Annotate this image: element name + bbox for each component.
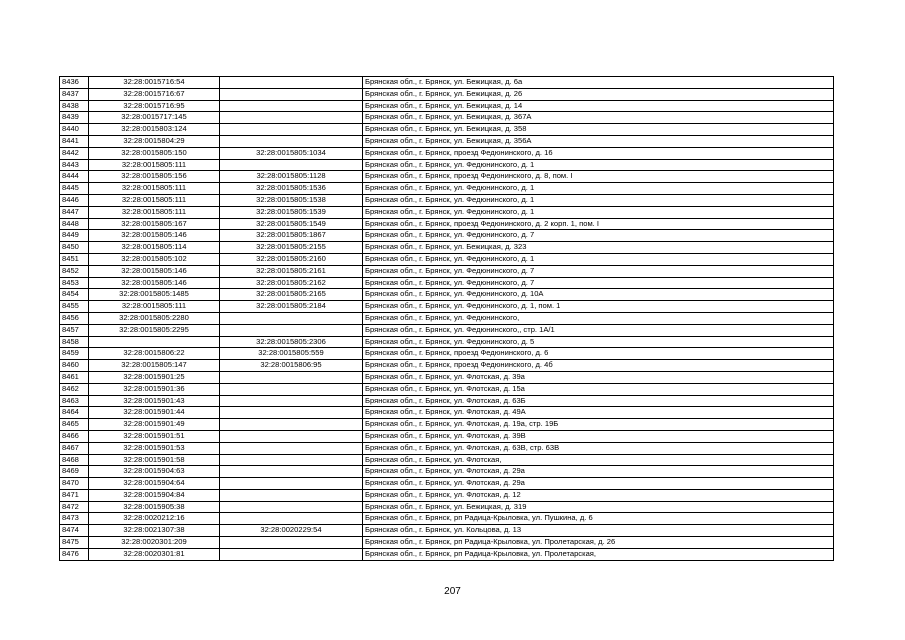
row-number-cell: 8458 (60, 336, 89, 348)
address-cell: Брянская обл., г. Брянск, ул. Федюнинского, д. 1, пом. 1 (363, 301, 834, 313)
related-cadastral-number-cell: 32:28:0015805:2162 (220, 277, 363, 289)
cadastral-number-cell: 32:28:0015716:95 (89, 100, 220, 112)
cadastral-number-cell: 32:28:0015904:84 (89, 489, 220, 501)
table-row (60, 501, 834, 513)
row-number-cell: 8451 (60, 253, 89, 265)
row-number-cell: 8476 (60, 548, 89, 560)
table-row (60, 348, 834, 360)
related-cadastral-number-cell: 32:28:0020229:54 (220, 525, 363, 537)
row-number-cell: 8436 (60, 77, 89, 89)
row-number-cell: 8463 (60, 395, 89, 407)
cadastral-number-cell: 32:28:0020301:81 (89, 548, 220, 560)
related-cadastral-number-cell (220, 501, 363, 513)
address-cell: Брянская обл., г. Брянск, ул. Федюнинского, д. 7 (363, 277, 834, 289)
cadastral-number-cell: 32:28:0015805:167 (89, 218, 220, 230)
address-cell: Брянская обл., г. Брянск, ул. Флотская, д. 39а (363, 371, 834, 383)
row-number-cell: 8468 (60, 454, 89, 466)
row-number-cell: 8455 (60, 301, 89, 313)
address-cell: Брянская обл., г. Брянск, ул. Бежицкая, д. 6а (363, 77, 834, 89)
row-number-cell: 8464 (60, 407, 89, 419)
table-row (60, 525, 834, 537)
row-number-cell: 8446 (60, 194, 89, 206)
related-cadastral-number-cell (220, 442, 363, 454)
cadastral-number-cell: 32:28:0015901:58 (89, 454, 220, 466)
address-cell: Брянская обл., г. Брянск, ул. Федюнинского, д. 7 (363, 265, 834, 277)
address-cell: Брянская обл., г. Брянск, ул. Федюнинского, д. 1 (363, 206, 834, 218)
row-number-cell: 8456 (60, 312, 89, 324)
cadastral-number-cell: 32:28:0015805:2280 (89, 312, 220, 324)
cadastral-number-cell: 32:28:0015805:111 (89, 159, 220, 171)
address-cell: Брянская обл., г. Брянск, ул. Кольцова, д. 13 (363, 525, 834, 537)
related-cadastral-number-cell: 32:28:0015805:2161 (220, 265, 363, 277)
cadastral-number-cell: 32:28:0015805:156 (89, 171, 220, 183)
table-row (60, 171, 834, 183)
table-row (60, 407, 834, 419)
cadastral-number-cell: 32:28:0015901:25 (89, 371, 220, 383)
row-number-cell: 8445 (60, 183, 89, 195)
cadastral-number-cell: 32:28:0015805:146 (89, 277, 220, 289)
address-cell: Брянская обл., г. Брянск, ул. Федюнинского, д. 1 (363, 253, 834, 265)
row-number-cell: 8453 (60, 277, 89, 289)
table-row (60, 218, 834, 230)
related-cadastral-number-cell (220, 124, 363, 136)
address-cell: Брянская обл., г. Брянск, проезд Федюнинского, д. 8, пом. I (363, 171, 834, 183)
table-row (60, 383, 834, 395)
related-cadastral-number-cell (220, 88, 363, 100)
related-cadastral-number-cell (220, 454, 363, 466)
related-cadastral-number-cell (220, 395, 363, 407)
cadastral-number-cell: 32:28:0015901:36 (89, 383, 220, 395)
table-row (60, 100, 834, 112)
cadastral-number-cell: 32:28:0015803:124 (89, 124, 220, 136)
table-row (60, 77, 834, 89)
related-cadastral-number-cell: 32:28:0015805:1128 (220, 171, 363, 183)
table-row (60, 253, 834, 265)
address-cell: Брянская обл., г. Брянск, проезд Федюнинского, д. 2 корп. 1, пом. I (363, 218, 834, 230)
related-cadastral-number-cell (220, 419, 363, 431)
address-cell: Брянская обл., г. Брянск, ул. Федюнинского, (363, 312, 834, 324)
related-cadastral-number-cell (220, 466, 363, 478)
row-number-cell: 8474 (60, 525, 89, 537)
address-cell: Брянская обл., г. Брянск, ул. Флотская, д. 63В, стр. 63В (363, 442, 834, 454)
table-row (60, 88, 834, 100)
cadastral-number-cell (89, 336, 220, 348)
table-row (60, 242, 834, 254)
related-cadastral-number-cell (220, 430, 363, 442)
address-cell: Брянская обл., г. Брянск, ул. Бежицкая, д. 319 (363, 501, 834, 513)
related-cadastral-number-cell (220, 489, 363, 501)
table-row (60, 395, 834, 407)
address-cell: Брянская обл., г. Брянск, ул. Федюнинского, д. 10А (363, 289, 834, 301)
related-cadastral-number-cell (220, 100, 363, 112)
cadastral-number-cell: 32:28:0015717:145 (89, 112, 220, 124)
table-row (60, 147, 834, 159)
related-cadastral-number-cell: 32:28:0015805:2306 (220, 336, 363, 348)
row-number-cell: 8461 (60, 371, 89, 383)
row-number-cell: 8469 (60, 466, 89, 478)
address-cell: Брянская обл., г. Брянск, рп Радица-Крыловка, ул. Пушкина, д. 6 (363, 513, 834, 525)
address-cell: Брянская обл., г. Брянск, проезд Федюнинского, д. 6 (363, 348, 834, 360)
address-cell: Брянская обл., г. Брянск, проезд Федюнинского, д. 16 (363, 147, 834, 159)
table-row (60, 537, 834, 549)
row-number-cell: 8457 (60, 324, 89, 336)
address-cell: Брянская обл., г. Брянск, ул. Бежицкая, д. 356А (363, 135, 834, 147)
related-cadastral-number-cell: 32:28:0015806:95 (220, 360, 363, 372)
row-number-cell: 8467 (60, 442, 89, 454)
address-cell: Брянская обл., г. Брянск, ул. Флотская, д. 39В (363, 430, 834, 442)
cadastral-number-cell: 32:28:0020301:209 (89, 537, 220, 549)
row-number-cell: 8470 (60, 478, 89, 490)
row-number-cell: 8462 (60, 383, 89, 395)
table-row (60, 277, 834, 289)
cadastral-number-cell: 32:28:0015805:114 (89, 242, 220, 254)
table-row (60, 324, 834, 336)
row-number-cell: 8439 (60, 112, 89, 124)
address-cell: Брянская обл., г. Брянск, ул. Флотская, д. 29а (363, 466, 834, 478)
cadastral-number-cell: 32:28:0015901:49 (89, 419, 220, 431)
address-cell: Брянская обл., г. Брянск, ул. Бежицкая, д. 367А (363, 112, 834, 124)
related-cadastral-number-cell: 32:28:0015805:2155 (220, 242, 363, 254)
cadastral-number-cell: 32:28:0015805:111 (89, 194, 220, 206)
table-row (60, 301, 834, 313)
table-row (60, 194, 834, 206)
address-cell: Брянская обл., г. Брянск, ул. Флотская, д. 29а (363, 478, 834, 490)
table-row (60, 112, 834, 124)
cadastral-number-cell: 32:28:0015805:146 (89, 230, 220, 242)
related-cadastral-number-cell: 32:28:0015805:2165 (220, 289, 363, 301)
address-cell: Брянская обл., г. Брянск, ул. Федюнинского, д. 1 (363, 194, 834, 206)
related-cadastral-number-cell: 32:28:0015805:2184 (220, 301, 363, 313)
table-row (60, 371, 834, 383)
page-number: 207 (444, 586, 461, 597)
table-row (60, 478, 834, 490)
address-cell: Брянская обл., г. Брянск, рп Радица-Крыловка, ул. Пролетарская, (363, 548, 834, 560)
cadastral-number-cell: 32:28:0015805:111 (89, 183, 220, 195)
cadastral-number-cell: 32:28:0015805:146 (89, 265, 220, 277)
table-row (60, 454, 834, 466)
row-number-cell: 8448 (60, 218, 89, 230)
cadastral-number-cell: 32:28:0015905:38 (89, 501, 220, 513)
table-row (60, 466, 834, 478)
related-cadastral-number-cell (220, 537, 363, 549)
row-number-cell: 8444 (60, 171, 89, 183)
cadastral-number-cell: 32:28:0021307:38 (89, 525, 220, 537)
related-cadastral-number-cell (220, 478, 363, 490)
address-cell: Брянская обл., г. Брянск, ул. Бежицкая, д. 14 (363, 100, 834, 112)
table-row (60, 265, 834, 277)
cadastral-number-cell: 32:28:0015805:111 (89, 206, 220, 218)
address-cell: Брянская обл., г. Брянск, ул. Федюнинского,, стр. 1А/1 (363, 324, 834, 336)
related-cadastral-number-cell (220, 312, 363, 324)
cadastral-number-cell: 32:28:0015805:150 (89, 147, 220, 159)
table-row (60, 159, 834, 171)
row-number-cell: 8441 (60, 135, 89, 147)
cadastral-number-cell: 32:28:0015901:53 (89, 442, 220, 454)
related-cadastral-number-cell: 32:28:0015805:1867 (220, 230, 363, 242)
address-cell: Брянская обл., г. Брянск, ул. Бежицкая, д. 26 (363, 88, 834, 100)
cadastral-number-cell: 32:28:0015716:54 (89, 77, 220, 89)
cadastral-number-cell: 32:28:0015805:102 (89, 253, 220, 265)
table-row (60, 230, 834, 242)
address-cell: Брянская обл., г. Брянск, проезд Федюнинского, д. 4б (363, 360, 834, 372)
related-cadastral-number-cell (220, 371, 363, 383)
cadastral-number-cell: 32:28:0015804:29 (89, 135, 220, 147)
table-row (60, 442, 834, 454)
related-cadastral-number-cell (220, 548, 363, 560)
table-row (60, 489, 834, 501)
cadastral-number-cell: 32:28:0015901:51 (89, 430, 220, 442)
related-cadastral-number-cell (220, 159, 363, 171)
row-number-cell: 8459 (60, 348, 89, 360)
cadastral-number-cell: 32:28:0020212:16 (89, 513, 220, 525)
related-cadastral-number-cell (220, 383, 363, 395)
row-number-cell: 8438 (60, 100, 89, 112)
table-row (60, 360, 834, 372)
table-row (60, 183, 834, 195)
registry-table (59, 76, 834, 561)
cadastral-number-cell: 32:28:0015805:2295 (89, 324, 220, 336)
cadastral-number-cell: 32:28:0015806:22 (89, 348, 220, 360)
row-number-cell: 8460 (60, 360, 89, 372)
table-row (60, 135, 834, 147)
table-row (60, 206, 834, 218)
table-row (60, 419, 834, 431)
address-cell: Брянская обл., г. Брянск, ул. Флотская, д. 63Б (363, 395, 834, 407)
table-row (60, 336, 834, 348)
table-row (60, 312, 834, 324)
row-number-cell: 8466 (60, 430, 89, 442)
row-number-cell: 8452 (60, 265, 89, 277)
table-row (60, 513, 834, 525)
address-cell: Брянская обл., г. Брянск, рп Радица-Крыловка, ул. Пролетарская, д. 26 (363, 537, 834, 549)
address-cell: Брянская обл., г. Брянск, ул. Флотская, д. 12 (363, 489, 834, 501)
cadastral-number-cell: 32:28:0015901:44 (89, 407, 220, 419)
row-number-cell: 8449 (60, 230, 89, 242)
related-cadastral-number-cell (220, 77, 363, 89)
related-cadastral-number-cell (220, 407, 363, 419)
related-cadastral-number-cell: 32:28:0015805:1034 (220, 147, 363, 159)
row-number-cell: 8472 (60, 501, 89, 513)
related-cadastral-number-cell: 32:28:0015805:1539 (220, 206, 363, 218)
row-number-cell: 8465 (60, 419, 89, 431)
row-number-cell: 8447 (60, 206, 89, 218)
table-row (60, 289, 834, 301)
row-number-cell: 8442 (60, 147, 89, 159)
address-cell: Брянская обл., г. Брянск, ул. Флотская, д. 49А (363, 407, 834, 419)
cadastral-number-cell: 32:28:0015805:111 (89, 301, 220, 313)
address-cell: Брянская обл., г. Брянск, ул. Федюнинского, д. 7 (363, 230, 834, 242)
row-number-cell: 8471 (60, 489, 89, 501)
cadastral-number-cell: 32:28:0015904:63 (89, 466, 220, 478)
cadastral-number-cell: 32:28:0015716:67 (89, 88, 220, 100)
address-cell: Брянская обл., г. Брянск, ул. Флотская, д. 15а (363, 383, 834, 395)
registry-table-body (60, 77, 834, 561)
related-cadastral-number-cell (220, 135, 363, 147)
cadastral-number-cell: 32:28:0015904:64 (89, 478, 220, 490)
table-row (60, 430, 834, 442)
cadastral-number-cell: 32:28:0015901:43 (89, 395, 220, 407)
table-row (60, 548, 834, 560)
row-number-cell: 8473 (60, 513, 89, 525)
table-row (60, 124, 834, 136)
row-number-cell: 8454 (60, 289, 89, 301)
row-number-cell: 8440 (60, 124, 89, 136)
address-cell: Брянская обл., г. Брянск, ул. Флотская, д. 19а, стр. 19Б (363, 419, 834, 431)
address-cell: Брянская обл., г. Брянск, ул. Федюнинского, д. 5 (363, 336, 834, 348)
related-cadastral-number-cell: 32:28:0015805:1538 (220, 194, 363, 206)
row-number-cell: 8450 (60, 242, 89, 254)
cadastral-number-cell: 32:28:0015805:147 (89, 360, 220, 372)
related-cadastral-number-cell: 32:28:0015805:2160 (220, 253, 363, 265)
cadastral-number-cell: 32:28:0015805:1485 (89, 289, 220, 301)
row-number-cell: 8437 (60, 88, 89, 100)
related-cadastral-number-cell: 32:28:0015805:1549 (220, 218, 363, 230)
related-cadastral-number-cell: 32:28:0015805:1536 (220, 183, 363, 195)
row-number-cell: 8475 (60, 537, 89, 549)
related-cadastral-number-cell (220, 112, 363, 124)
address-cell: Брянская обл., г. Брянск, ул. Флотская, (363, 454, 834, 466)
address-cell: Брянская обл., г. Брянск, ул. Федюнинского, д. 1 (363, 183, 834, 195)
row-number-cell: 8443 (60, 159, 89, 171)
address-cell: Брянская обл., г. Брянск, ул. Бежицкая, д. 358 (363, 124, 834, 136)
related-cadastral-number-cell: 32:28:0015805:559 (220, 348, 363, 360)
address-cell: Брянская обл., г. Брянск, ул. Бежицкая, д. 323 (363, 242, 834, 254)
related-cadastral-number-cell (220, 324, 363, 336)
related-cadastral-number-cell (220, 513, 363, 525)
address-cell: Брянская обл., г. Брянск, ул. Федюнинского, д. 1 (363, 159, 834, 171)
